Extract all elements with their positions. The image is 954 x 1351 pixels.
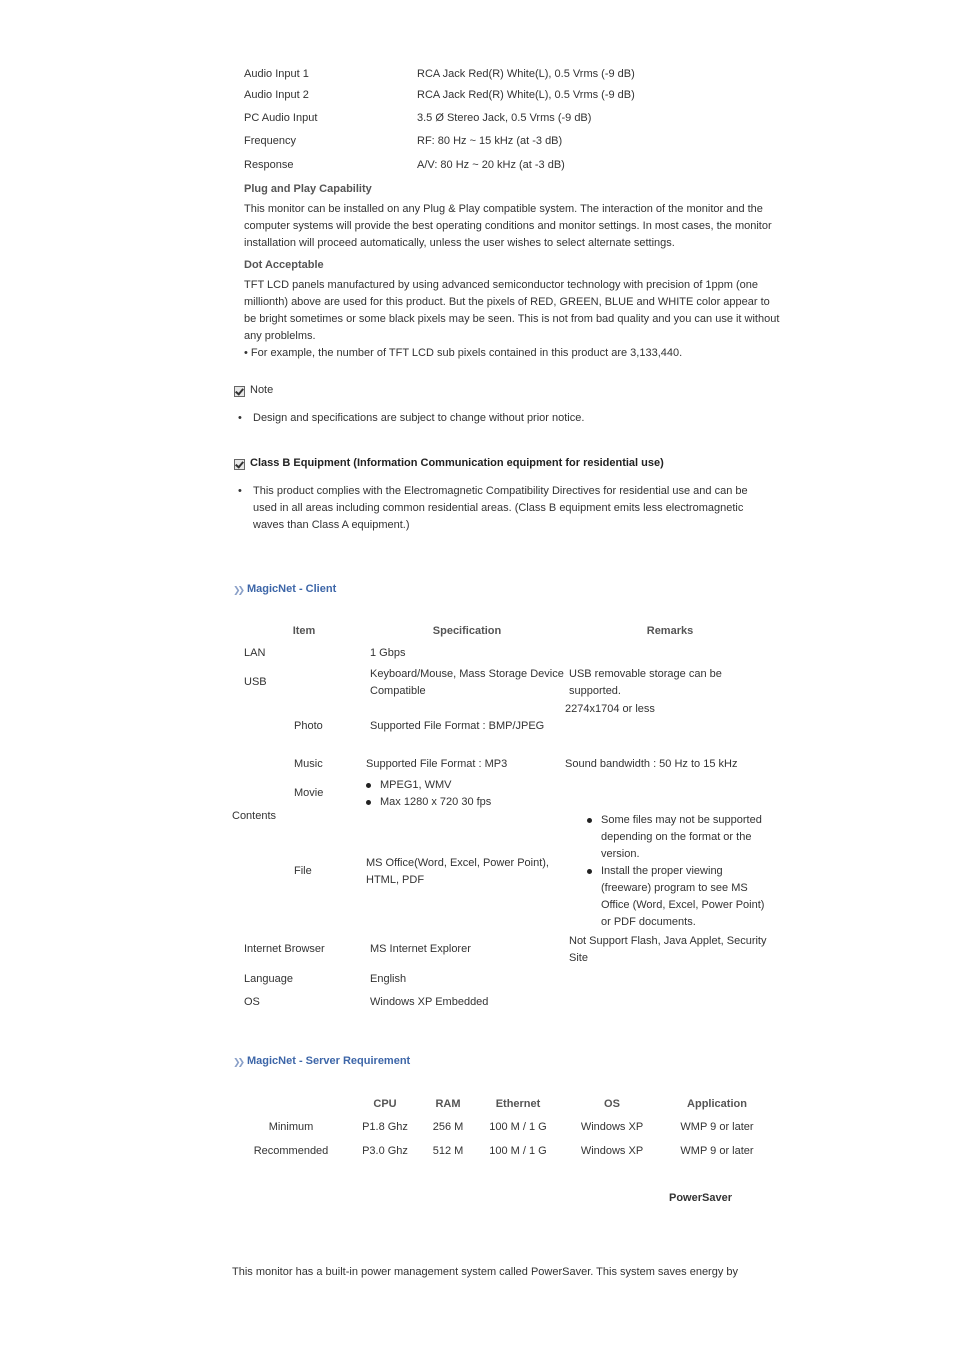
table-cell: Windows XP xyxy=(580,1145,644,1157)
dot-acceptable-line: millionth) above are used for this product. But the pixels of RED, GREEN, BLUE and WHITE color appear to xyxy=(244,296,770,308)
music-label: Music xyxy=(294,758,323,770)
list-item: Some files may not be supported depending on the format or the version. xyxy=(587,812,764,863)
note-bullet: Design and specifications are subject to change without prior notice. xyxy=(253,412,585,424)
note-check-icon xyxy=(234,386,245,397)
class-b-heading: Class B Equipment (Information Communication equipment for residential use) xyxy=(250,457,664,469)
browser-remark: Not Support Flash, Java Applet, Security xyxy=(569,935,767,947)
plug-play-heading: Plug and Play Capability xyxy=(244,183,372,195)
spec-value: 3.5 Ø Stereo Jack, 0.5 Vrms (-9 dB) xyxy=(417,112,592,124)
file-spec: MS Office(Word, Excel, Power Point), xyxy=(366,857,549,869)
language-label: Language xyxy=(244,973,293,985)
file-label: File xyxy=(294,865,312,877)
os-label: OS xyxy=(244,996,260,1008)
photo-spec: Supported File Format : BMP/JPEG xyxy=(370,720,545,732)
movie-label: Movie xyxy=(294,787,324,799)
bullet-icon: • xyxy=(238,485,242,497)
language-spec: English xyxy=(370,973,407,985)
table-cell: 256 M xyxy=(432,1121,464,1133)
lan-label: LAN xyxy=(244,647,266,659)
table-cell: P3.0 Ghz xyxy=(362,1145,408,1157)
col-header: CPU xyxy=(373,1098,397,1110)
table-cell: Windows XP xyxy=(580,1121,644,1133)
powersaver-intro: This monitor has a built-in power management system called PowerSaver. This system saves energy by xyxy=(232,1266,739,1278)
browser-spec: MS Internet Explorer xyxy=(370,943,471,955)
col-header: Ethernet xyxy=(495,1098,541,1110)
usb-label: USB xyxy=(244,676,267,688)
spec-value: RCA Jack Red(R) White(L), 0.5 Vrms (-9 dB) xyxy=(417,68,635,80)
browser-remark: Site xyxy=(569,952,588,964)
col-header: RAM xyxy=(435,1098,461,1110)
usb-spec: Keyboard/Mouse, Mass Storage Device xyxy=(370,668,564,680)
plug-play-line: computer systems will provide the best operating conditions and monitor settings. In most cases, the monitor xyxy=(244,220,772,232)
spec-label: Response xyxy=(244,159,294,171)
client-heading: MagicNet - Client xyxy=(247,583,337,595)
usb-remark: supported. xyxy=(569,685,621,697)
dot-acceptable-line: be bright sometimes or some black pixels may be seen. This is not from bad quality and you can use it without xyxy=(244,313,780,325)
browser-label: Internet Browser xyxy=(244,943,325,955)
usb-spec: Compatible xyxy=(370,685,426,697)
lan-spec: 1 Gbps xyxy=(370,647,406,659)
table-cell: 100 M / 1 G xyxy=(489,1145,547,1157)
row-name: Minimum xyxy=(268,1121,314,1133)
list-item: Install the proper viewing (freeware) program to see MS Office (Word, Excel, Power Point) or PDF documents. xyxy=(587,863,764,931)
double-chevron-icon: ❯❯ xyxy=(233,585,243,595)
class-b-line: used in all areas including common residential areas. (Class B equipment emits less electromagnetic xyxy=(253,502,744,514)
dot-acceptable-line: • For example, the number of TFT LCD sub pixels contained in this product are 3,133,440. xyxy=(244,347,683,359)
class-b-check-icon xyxy=(234,459,245,470)
spec-label: Frequency xyxy=(244,135,296,147)
spec-label: Audio Input 1 xyxy=(244,68,309,80)
file-remark-list xyxy=(587,812,764,931)
list-item: Max 1280 x 720 30 fps xyxy=(366,794,491,811)
class-b-line: waves than Class A equipment.) xyxy=(253,519,410,531)
movie-spec-list xyxy=(366,777,491,811)
dot-acceptable-heading: Dot Acceptable xyxy=(244,259,324,271)
double-chevron-icon: ❯❯ xyxy=(233,1057,243,1067)
list-item: MPEG1, WMV xyxy=(366,777,491,794)
spec-label: PC Audio Input xyxy=(244,112,318,124)
dot-acceptable-line: any problelms. xyxy=(244,330,316,342)
table-cell: WMP 9 or later xyxy=(680,1145,754,1157)
table-cell: WMP 9 or later xyxy=(680,1121,754,1133)
file-spec: HTML, PDF xyxy=(366,874,425,886)
music-remark: Sound bandwidth : 50 Hz to 15 kHz xyxy=(565,758,738,770)
table-cell: 512 M xyxy=(432,1145,464,1157)
table-cell: 100 M / 1 G xyxy=(489,1121,547,1133)
note-label: Note xyxy=(250,384,274,396)
contents-label: Contents xyxy=(232,810,277,822)
photo-remark: 2274x1704 or less xyxy=(565,703,655,715)
spec-label: Audio Input 2 xyxy=(244,89,309,101)
table-cell: P1.8 Ghz xyxy=(362,1121,408,1133)
usb-remark: USB removable storage can be xyxy=(569,668,722,680)
plug-play-line: installation will proceed automatically, unless the user wishes to select alternate settings. xyxy=(244,237,675,249)
server-heading: MagicNet - Server Requirement xyxy=(247,1055,411,1067)
col-header: Application xyxy=(687,1098,747,1110)
plug-play-line: This monitor can be installed on any Plug & Play compatible system. The interaction of the monitor and the xyxy=(244,203,763,215)
photo-label: Photo xyxy=(294,720,323,732)
col-header-remarks: Remarks xyxy=(646,625,694,637)
bullet-icon: • xyxy=(238,412,242,424)
music-spec: Supported File Format : MP3 xyxy=(366,758,508,770)
os-spec: Windows XP Embedded xyxy=(370,996,489,1008)
col-header-item: Item xyxy=(292,625,316,637)
powersaver-title: PowerSaver xyxy=(669,1192,732,1204)
spec-value: A/V: 80 Hz ~ 20 kHz (at -3 dB) xyxy=(417,159,565,171)
col-header: OS xyxy=(604,1098,620,1110)
col-header-spec: Specification xyxy=(432,625,502,637)
spec-value: RF: 80 Hz ~ 15 kHz (at -3 dB) xyxy=(417,135,563,147)
spec-value: RCA Jack Red(R) White(L), 0.5 Vrms (-9 dB) xyxy=(417,89,635,101)
class-b-line: This product complies with the Electromagnetic Compatibility Directives for residential use and can be xyxy=(253,485,748,497)
dot-acceptable-line: TFT LCD panels manufactured by using advanced semiconductor technology with precision of 1ppm (one xyxy=(244,279,759,291)
row-name: Recommended xyxy=(253,1145,329,1157)
